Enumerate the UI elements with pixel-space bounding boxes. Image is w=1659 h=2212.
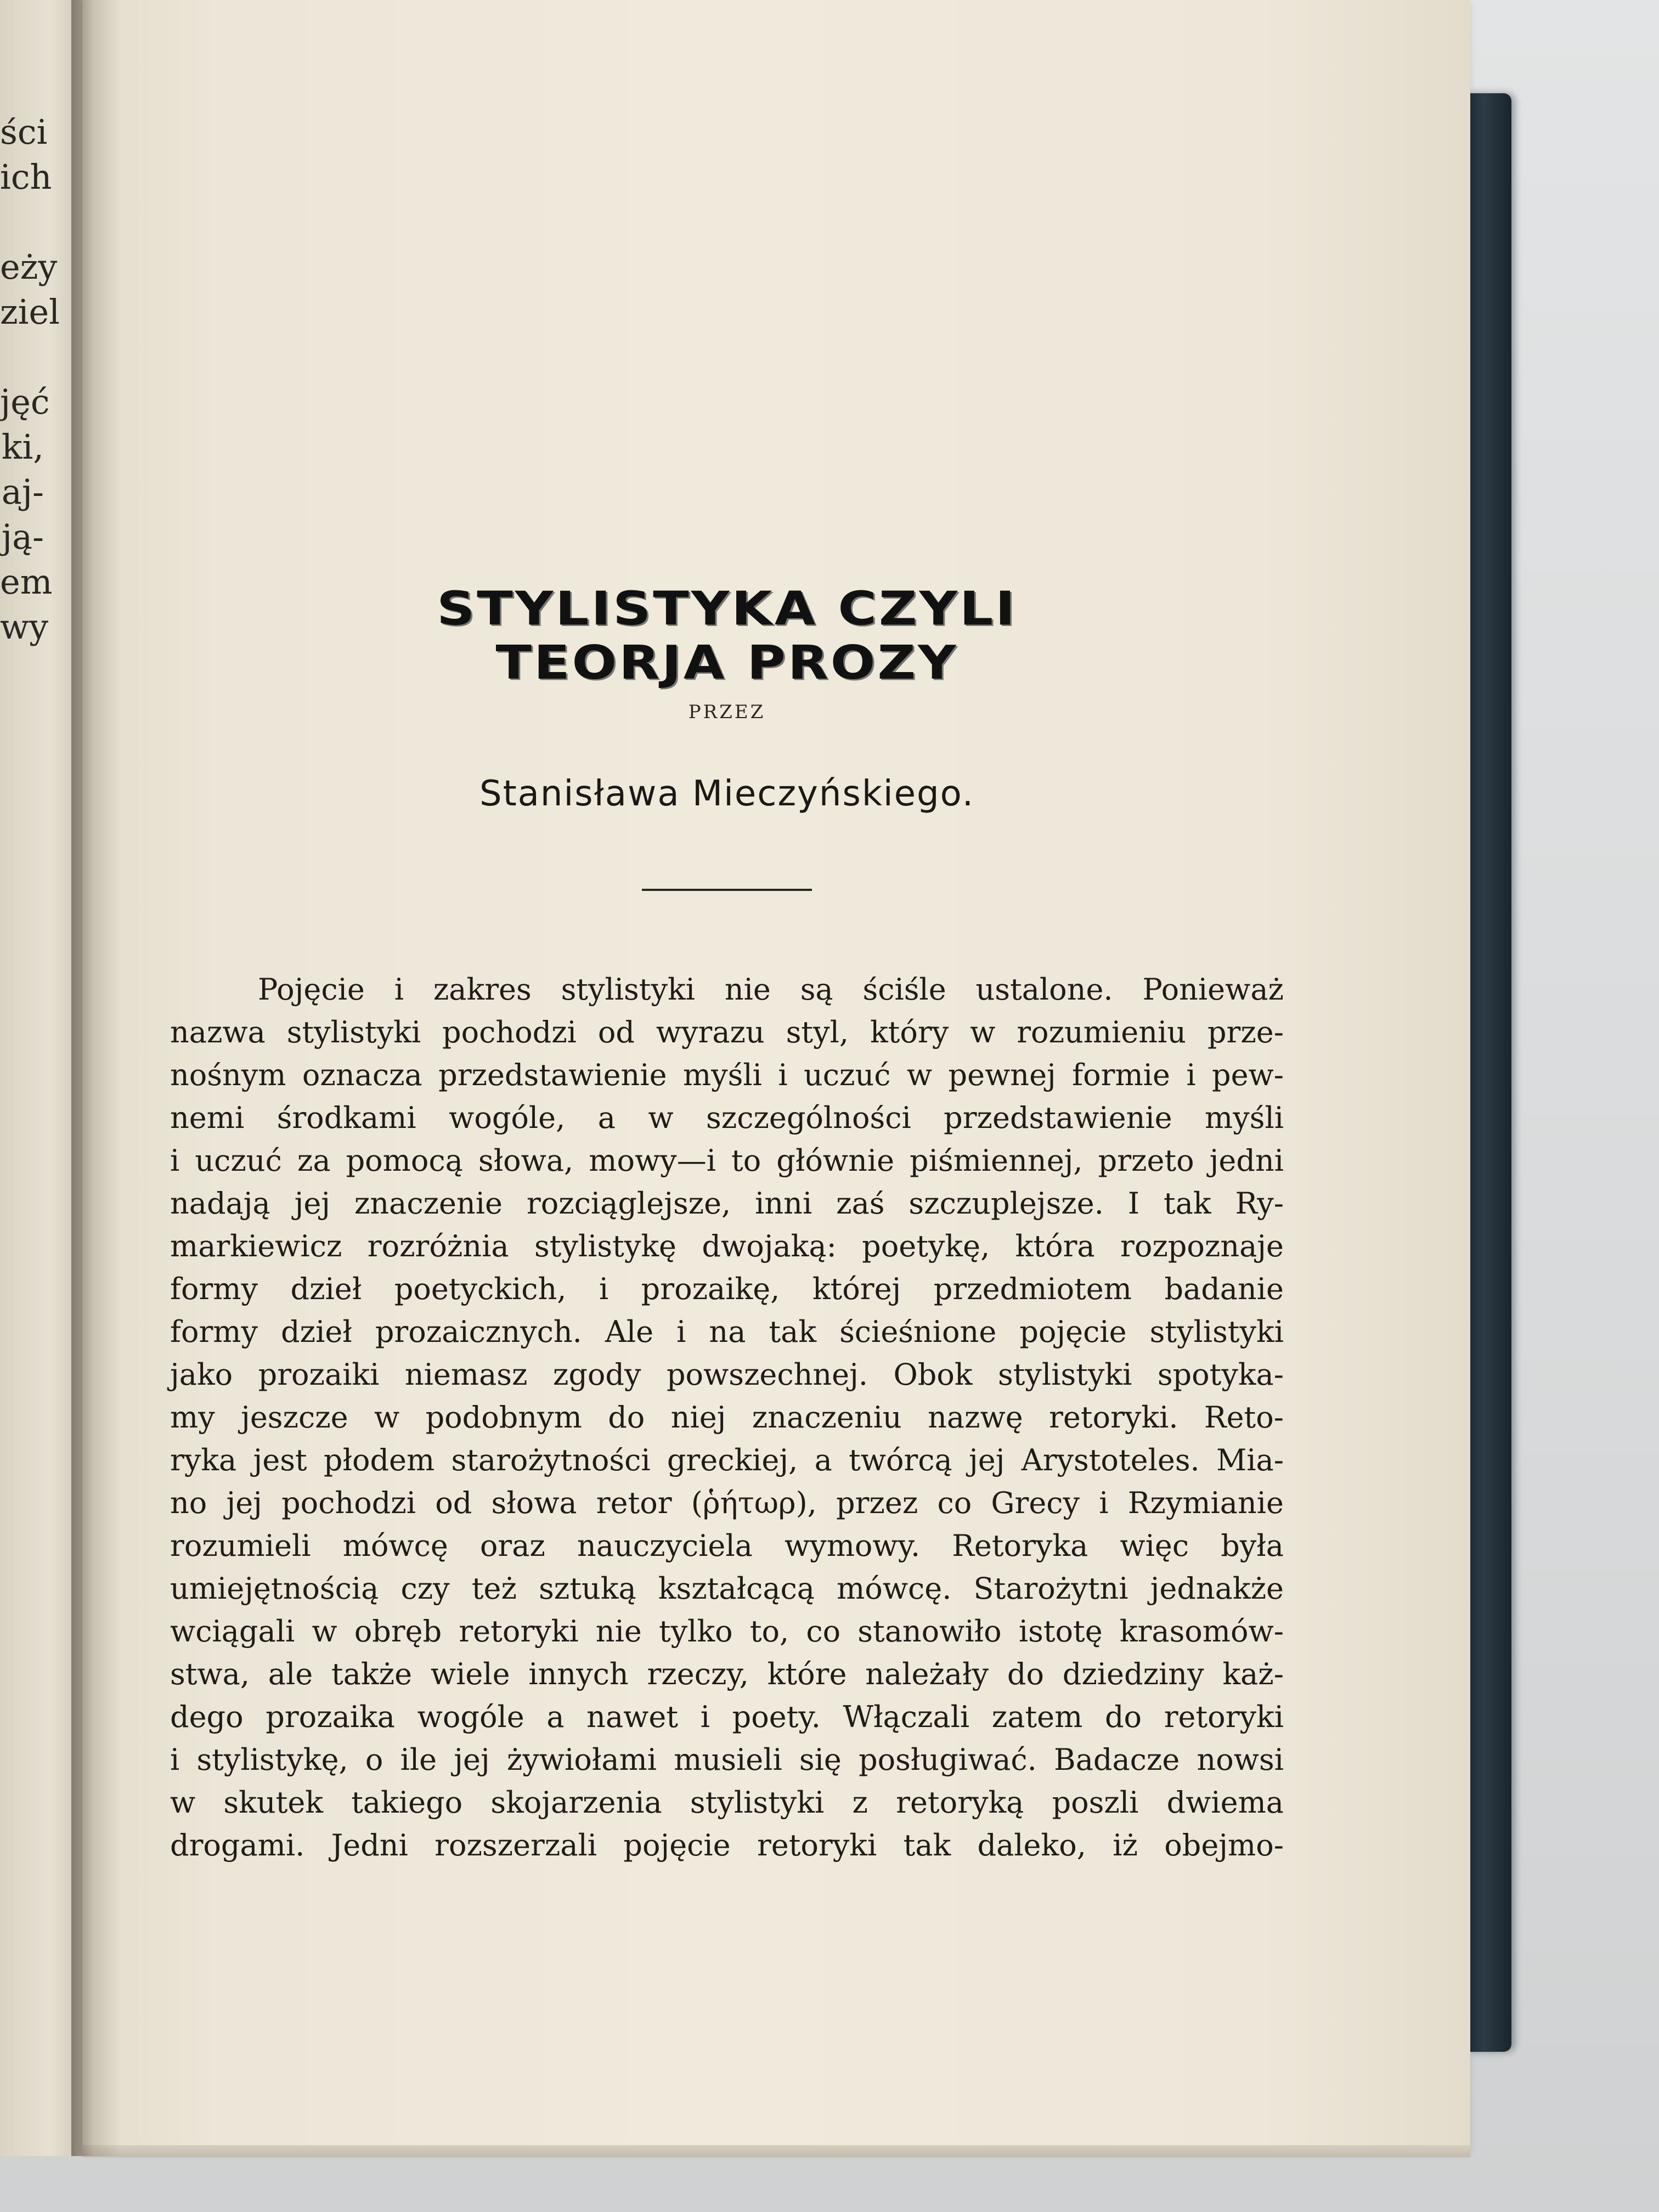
- text-line: nemi środkami wogóle, a w szczególności przedstawienie myśli: [170, 1101, 1284, 1135]
- text-line: nadają jej znaczenie rozciąglejsze, inni zaś szczuplejsze. I tak Ry-: [170, 1186, 1284, 1221]
- text-line: rozumieli mówcę oraz nauczyciela wymowy. Retoryka więc była: [170, 1528, 1284, 1563]
- left-fragment: ziel: [0, 292, 60, 332]
- text-line: umiejętnością czy też sztuką kształcącą mówcę. Starożytni jednakże: [170, 1571, 1284, 1606]
- left-fragment: wy: [0, 607, 49, 647]
- text-line: jako prozaiki niemasz zgody powszechnej. Obok stylistyki spotyka-: [170, 1357, 1284, 1392]
- text-line: nośnym oznacza przedstawienie myśli i uczuć w pewnej formie i pew-: [170, 1058, 1284, 1092]
- separator-rule: [642, 889, 812, 891]
- page-bottom-edge: [82, 2145, 1470, 2157]
- text-line: markiewicz rozróżnia stylistykę dwojaką: poetykę, która rozpoznaje: [170, 1229, 1284, 1263]
- left-fragment: eży: [0, 247, 58, 287]
- left-page-text: [0, 110, 82, 650]
- text-line: nazwa stylistyki pochodzi od wyrazu styl, który w rozumieniu prze-: [170, 1015, 1284, 1049]
- gutter-shadow: [71, 0, 121, 2156]
- left-fragment: ści: [0, 112, 48, 152]
- text-line: no jej pochodzi od słowa retor (ῥήτωρ), przez co Grecy i Rzymianie: [170, 1486, 1284, 1520]
- text-line: my jeszcze w podobnym do niej znaczeniu nazwę retoryki. Reto-: [170, 1400, 1284, 1435]
- text-line: stwa, ale także wiele innych rzeczy, które należały do dziedziny każ-: [170, 1657, 1284, 1691]
- left-page: [0, 0, 82, 2156]
- left-fragment: jęć: [0, 382, 50, 422]
- text-line: i stylistykę, o ile jej żywiołami musieli się posługiwać. Badacze nowsi: [170, 1742, 1284, 1777]
- body-text: [170, 968, 1284, 1867]
- text-line: drogami. Jedni rozszerzali pojęcie retoryki tak daleko, iż obejmo-: [170, 1828, 1284, 1863]
- text-line: Pojęcie i zakres stylistyki nie są ściśle ustalone. Ponieważ: [258, 972, 1284, 1007]
- by-line: PRZEZ: [688, 701, 766, 723]
- text-line: wciągali w obręb retoryki nie tylko to, co stanowiło istotę krasomów-: [170, 1614, 1284, 1649]
- left-fragment: [0, 335, 82, 380]
- left-fragment: ją-: [1, 517, 44, 557]
- text-line: i uczuć za pomocą słowa, mowy—i to głównie piśmiennej, przeto jedni: [170, 1143, 1284, 1178]
- text-line: formy dzieł poetyckich, i prozaikę, której przedmiotem badanie: [170, 1272, 1284, 1306]
- text-line: ryka jest płodem starożytności greckiej, a twórcą jej Arystoteles. Mia-: [170, 1443, 1284, 1477]
- text-line: formy dzieł prozaicznych. Ale i na tak ścieśnione pojęcie stylistyki: [170, 1314, 1284, 1349]
- text-line: w skutek takiego skojarzenia stylistyki z retoryką poszli dwiema: [170, 1785, 1284, 1820]
- left-fragment: [0, 200, 82, 245]
- left-fragment: aj-: [1, 472, 44, 512]
- left-fragment: em: [0, 562, 53, 602]
- left-fragment: ki,: [1, 427, 44, 467]
- text-line: dego prozaika wogóle a nawet i poety. Włączali zatem do retoryki: [170, 1700, 1284, 1734]
- article-title: STYLISTYKA CZYLI TEORJA PROZY: [437, 582, 1017, 690]
- left-fragment: ich: [0, 157, 52, 197]
- book-cover-edge: [1465, 93, 1511, 2052]
- author-name: Stanisława Mieczyńskiego.: [479, 774, 975, 814]
